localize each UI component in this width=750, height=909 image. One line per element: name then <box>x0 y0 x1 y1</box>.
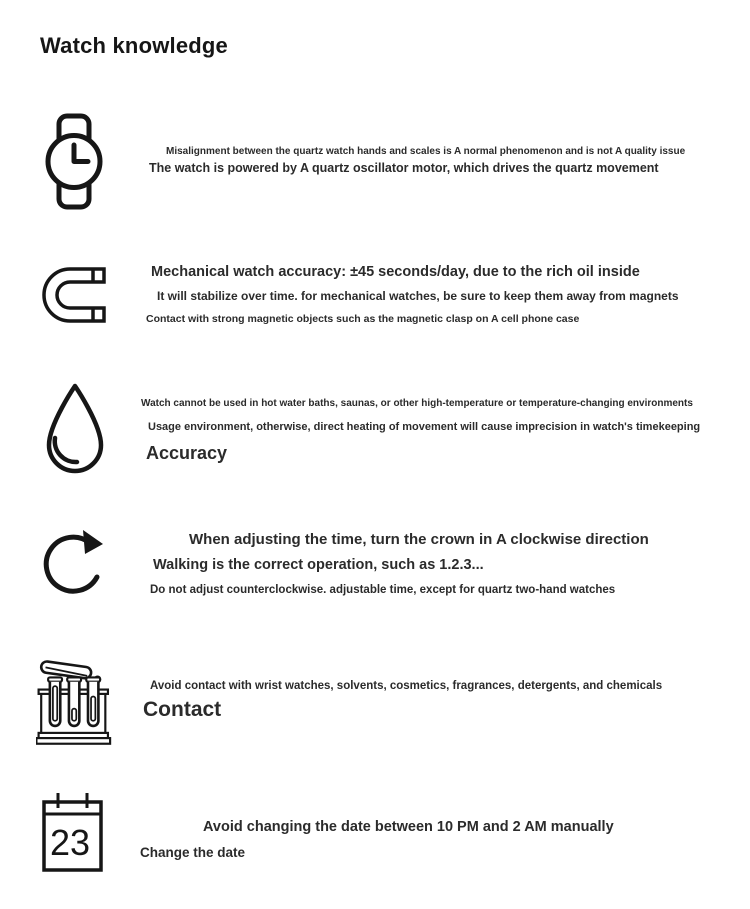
knowledge-line: Mechanical watch accuracy: ±45 seconds/day, due to the rich oil inside <box>151 264 640 280</box>
knowledge-line: Misalignment between the quartz watch hands and scales is A normal phenomenon and is not A quality issue <box>166 146 686 157</box>
magnet-icon <box>41 266 107 324</box>
knowledge-line: It will stabilize over time. for mechanical watches, be sure to keep them away from magnets <box>157 289 679 303</box>
calendar-icon <box>40 789 106 873</box>
knowledge-heading-contact: Contact <box>143 698 222 721</box>
knowledge-line: Watch cannot be used in hot water baths, saunas, or other high-temperature or temperature-changing environments <box>141 398 693 409</box>
knowledge-line: Do not adjust counterclockwise. adjustable time, except for quartz two-hand watches <box>150 584 616 596</box>
knowledge-line: The watch is powered by A quartz oscillator motor, which drives the quartz movement <box>149 161 659 175</box>
calendar-day-number: 23 <box>49 822 91 863</box>
page-title: Watch knowledge <box>40 33 228 58</box>
knowledge-line: Avoid contact with wrist watches, solvents, cosmetics, fragrances, detergents, and chemicals <box>150 680 663 692</box>
water-drop-icon <box>38 382 112 479</box>
knowledge-line: When adjusting the time, turn the crown in A clockwise direction <box>189 531 649 548</box>
knowledge-line: Walking is the correct operation, such as 1.2.3... <box>153 557 484 573</box>
knowledge-line: Change the date <box>140 845 246 860</box>
knowledge-line: Contact with strong magnetic objects such as the magnetic clasp on A cell phone case <box>146 313 580 325</box>
clockwise-rotation-icon <box>41 527 109 597</box>
wrist-watch-icon <box>40 113 108 210</box>
knowledge-line: Usage environment, otherwise, direct heating of movement will cause imprecision in watch's timekeeping <box>148 421 701 433</box>
knowledge-line: Avoid changing the date between 10 PM and 2 AM manually <box>203 819 614 835</box>
knowledge-heading-accuracy: Accuracy <box>146 443 228 463</box>
test-tubes-icon <box>36 647 114 746</box>
